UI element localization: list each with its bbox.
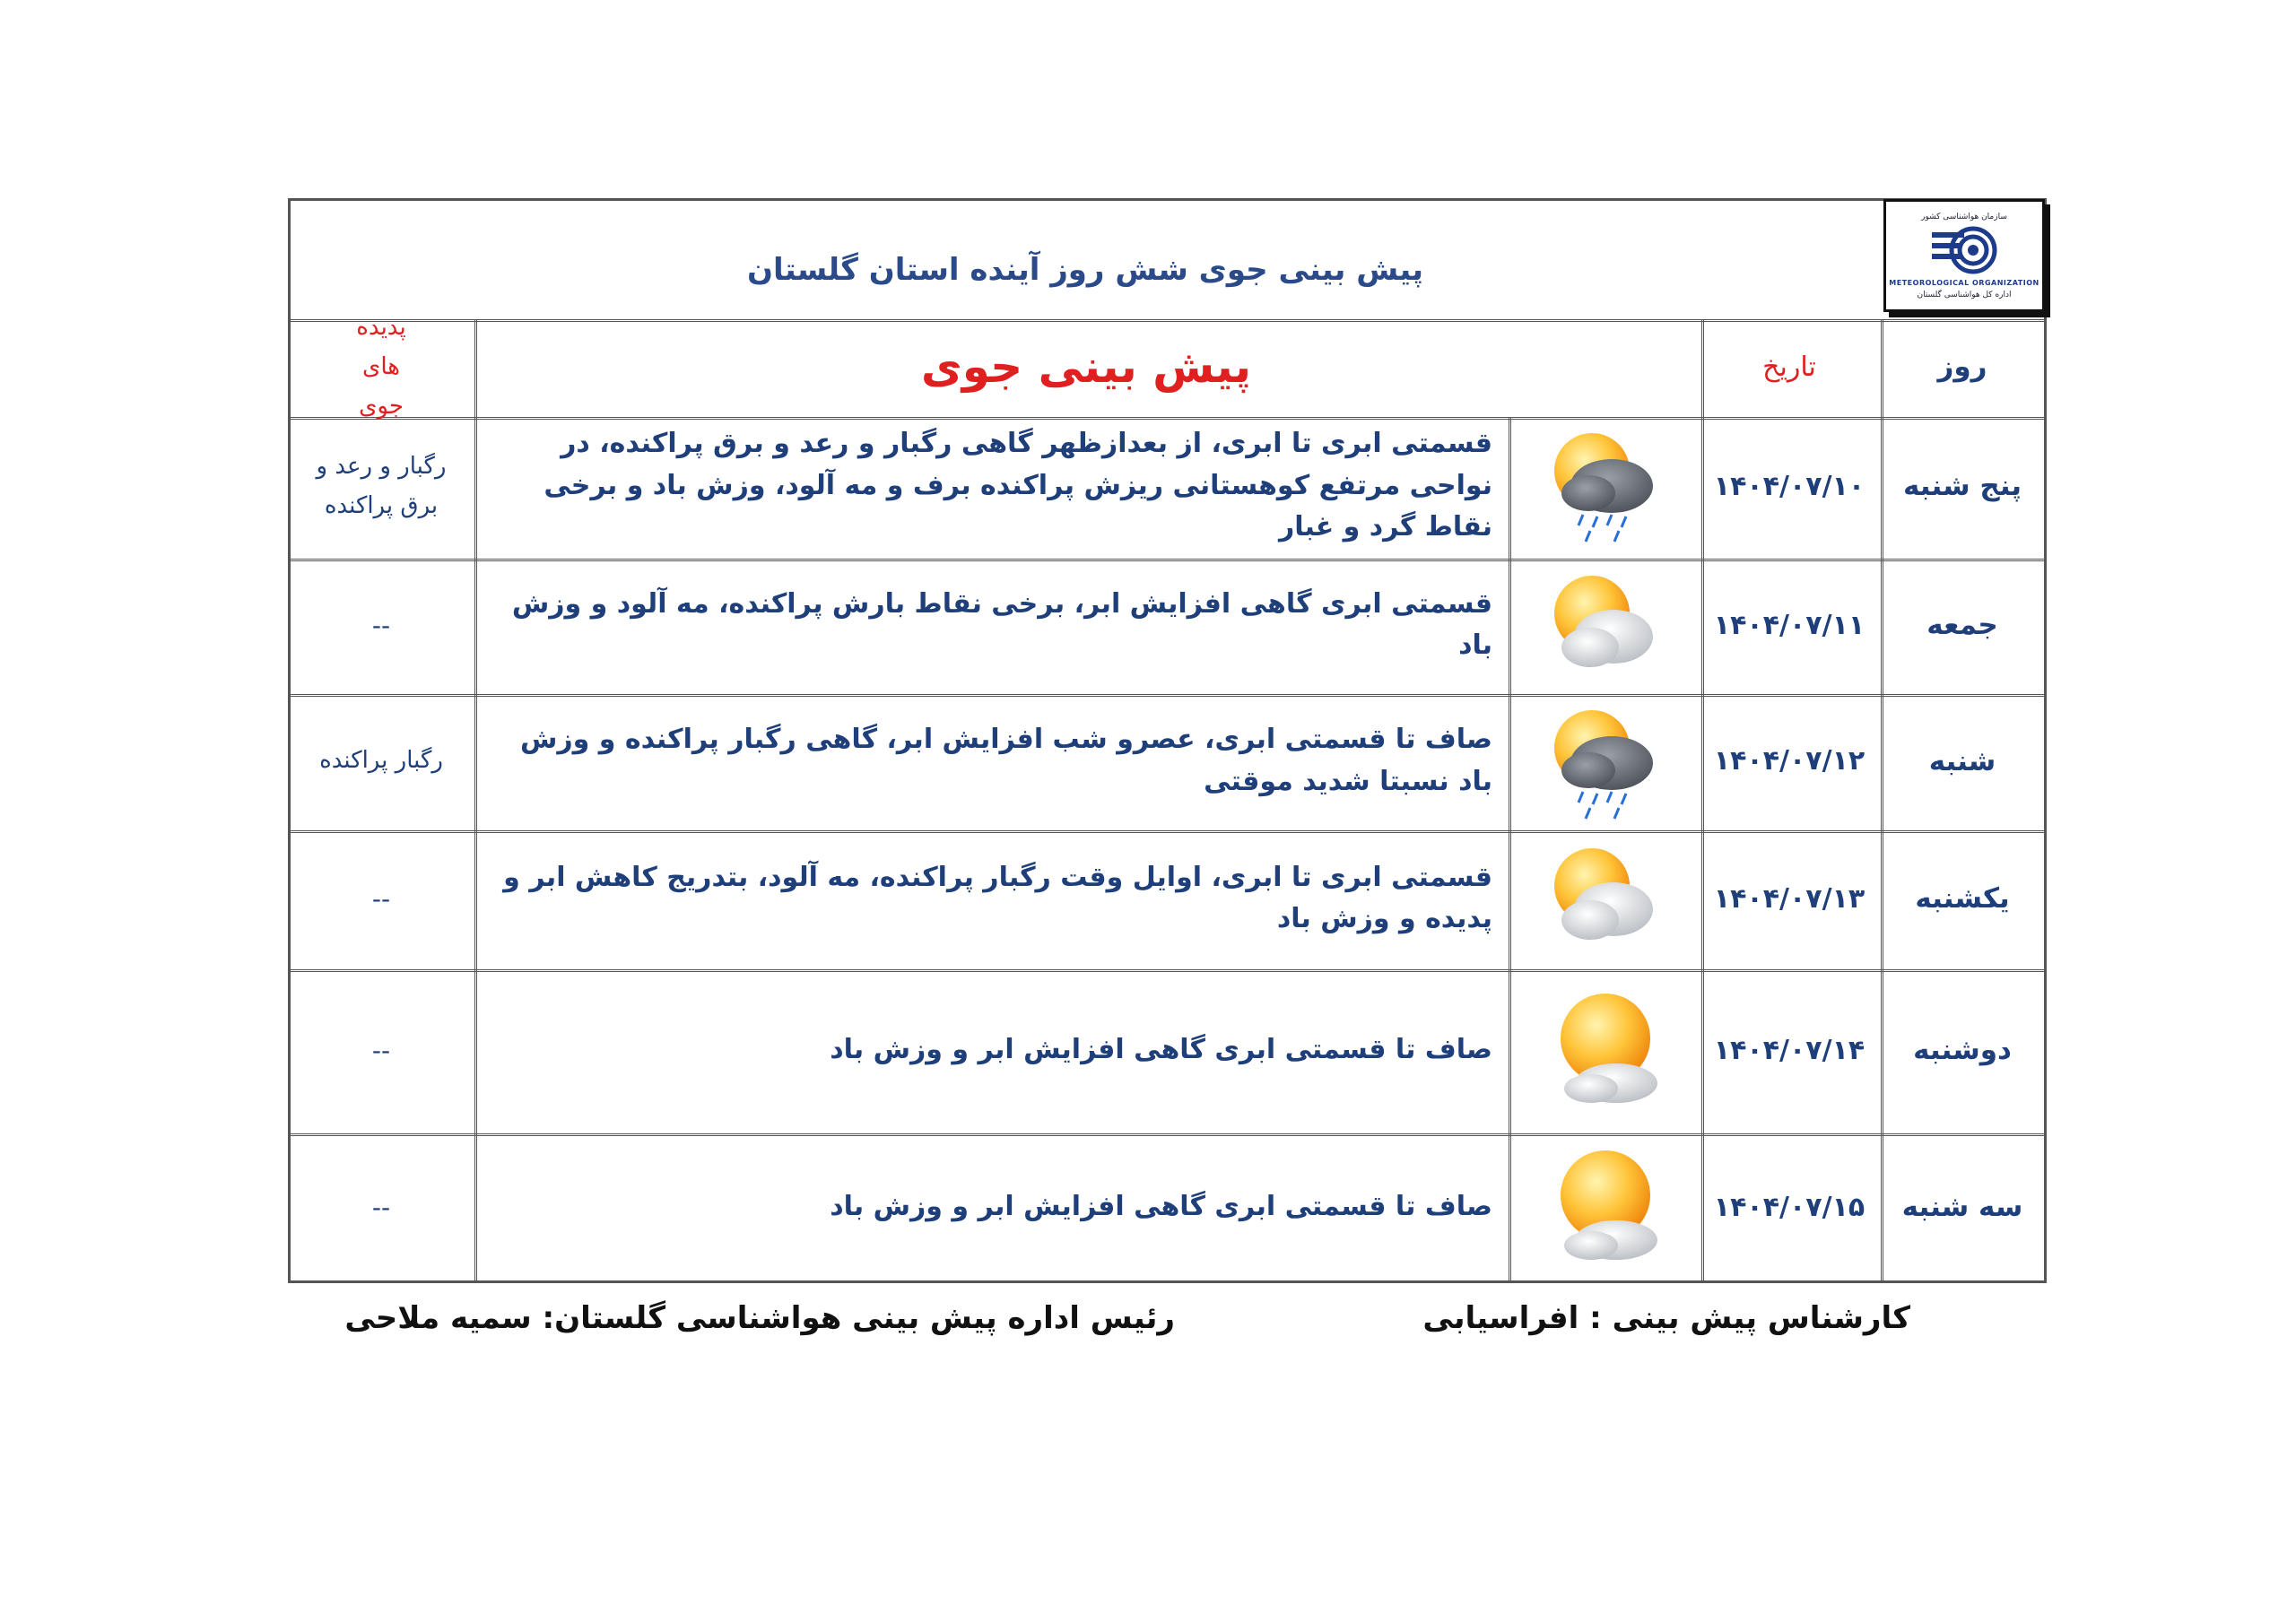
col-header-phenomena: پدیده های جوی	[356, 313, 406, 421]
logo-text-top: سازمان هواشناسی کشور	[1921, 212, 2007, 221]
row-date: ۱۴۰۴/۰۷/۱۵	[1713, 1191, 1866, 1223]
rain-cloud-sun-icon	[1509, 417, 1698, 555]
row-day: پنج شنبه	[1902, 470, 2022, 502]
col-header-forecast: پیش بینی جوی	[920, 341, 1252, 393]
row-day: سه شنبه	[1901, 1191, 2023, 1223]
col-header-day: روز	[1937, 351, 1987, 383]
row-phenomena: رگبار پراکنده	[319, 747, 443, 775]
rain-cloud-sun-icon	[1509, 694, 1698, 828]
sun-small-cloud-icon	[1509, 969, 1698, 1131]
row-forecast: قسمتی ابری گاهی افزایش ابر، برخی نقاط بارش پراکنده، مه آلود و وزش باد	[511, 587, 1492, 661]
row-day: شنبه	[1928, 744, 1996, 777]
logo-text-mid: METEOROLOGICAL ORGANIZATION	[1889, 278, 2039, 287]
row-forecast: صاف تا قسمتی ابری گاهی افزایش ابر و وزش باد	[830, 1190, 1492, 1222]
row-phenomena: رگبار و رعد و برق پراکنده	[316, 452, 447, 519]
page-title: پیش بینی جوی شش روز آینده استان گلستان	[747, 252, 1423, 288]
row-date: ۱۴۰۴/۰۷/۱۰	[1713, 470, 1866, 502]
row-date: ۱۴۰۴/۰۷/۱۱	[1713, 609, 1866, 641]
row-phenomena: --	[371, 610, 391, 640]
meteorological-logo-icon	[1928, 225, 2000, 275]
row-forecast: قسمتی ابری تا ابری، اوایل وقت رگبار پراکنده، مه آلود، بتدریج کاهش ابر و پدیده و وزش باد	[503, 861, 1492, 934]
col-header-date: تاریخ	[1762, 351, 1816, 383]
logo-text-bottom: اداره کل هواشناسی گلستان	[1917, 290, 2012, 299]
partly-cloudy-icon	[1509, 559, 1698, 691]
row-phenomena: --	[371, 1035, 391, 1065]
row-forecast: قسمتی ابری تا ابری، از بعدازظهر گاهی رگبار و رعد و برق پراکنده، در نواحی مرتفع کوهستانی ریزش پراکنده برف و مه آلود، وزش باد و برخی نقاط گرد و غبار	[544, 428, 1492, 543]
row-date: ۱۴۰۴/۰۷/۱۲	[1713, 745, 1866, 777]
row-date: ۱۴۰۴/۰۷/۱۴	[1713, 1034, 1866, 1066]
sun-small-cloud-icon	[1509, 1133, 1698, 1280]
row-phenomena: --	[371, 883, 391, 914]
forecaster-signature: کارشناس پیش بینی : افراسیابی	[1422, 1300, 1910, 1336]
row-forecast: صاف تا قسمتی ابری گاهی افزایش ابر و وزش باد	[830, 1033, 1492, 1065]
partly-cloudy-icon	[1509, 830, 1698, 967]
row-day: دوشنبه	[1913, 1034, 2012, 1066]
row-forecast: صاف تا قسمتی ابری، عصرو شب افزایش ابر، گاهی رگبار پراکنده و وزش باد نسبتا شدید موقتی	[520, 724, 1492, 797]
row-day: جمعه	[1926, 609, 1998, 641]
row-date: ۱۴۰۴/۰۷/۱۳	[1713, 882, 1866, 915]
logo	[1883, 199, 2045, 312]
row-day: یکشنبه	[1915, 882, 2010, 915]
row-phenomena: --	[371, 1192, 391, 1222]
department-head-signature: رئیس اداره پیش بینی هواشناسی گلستان: سمیه ملاحی	[344, 1300, 1175, 1336]
